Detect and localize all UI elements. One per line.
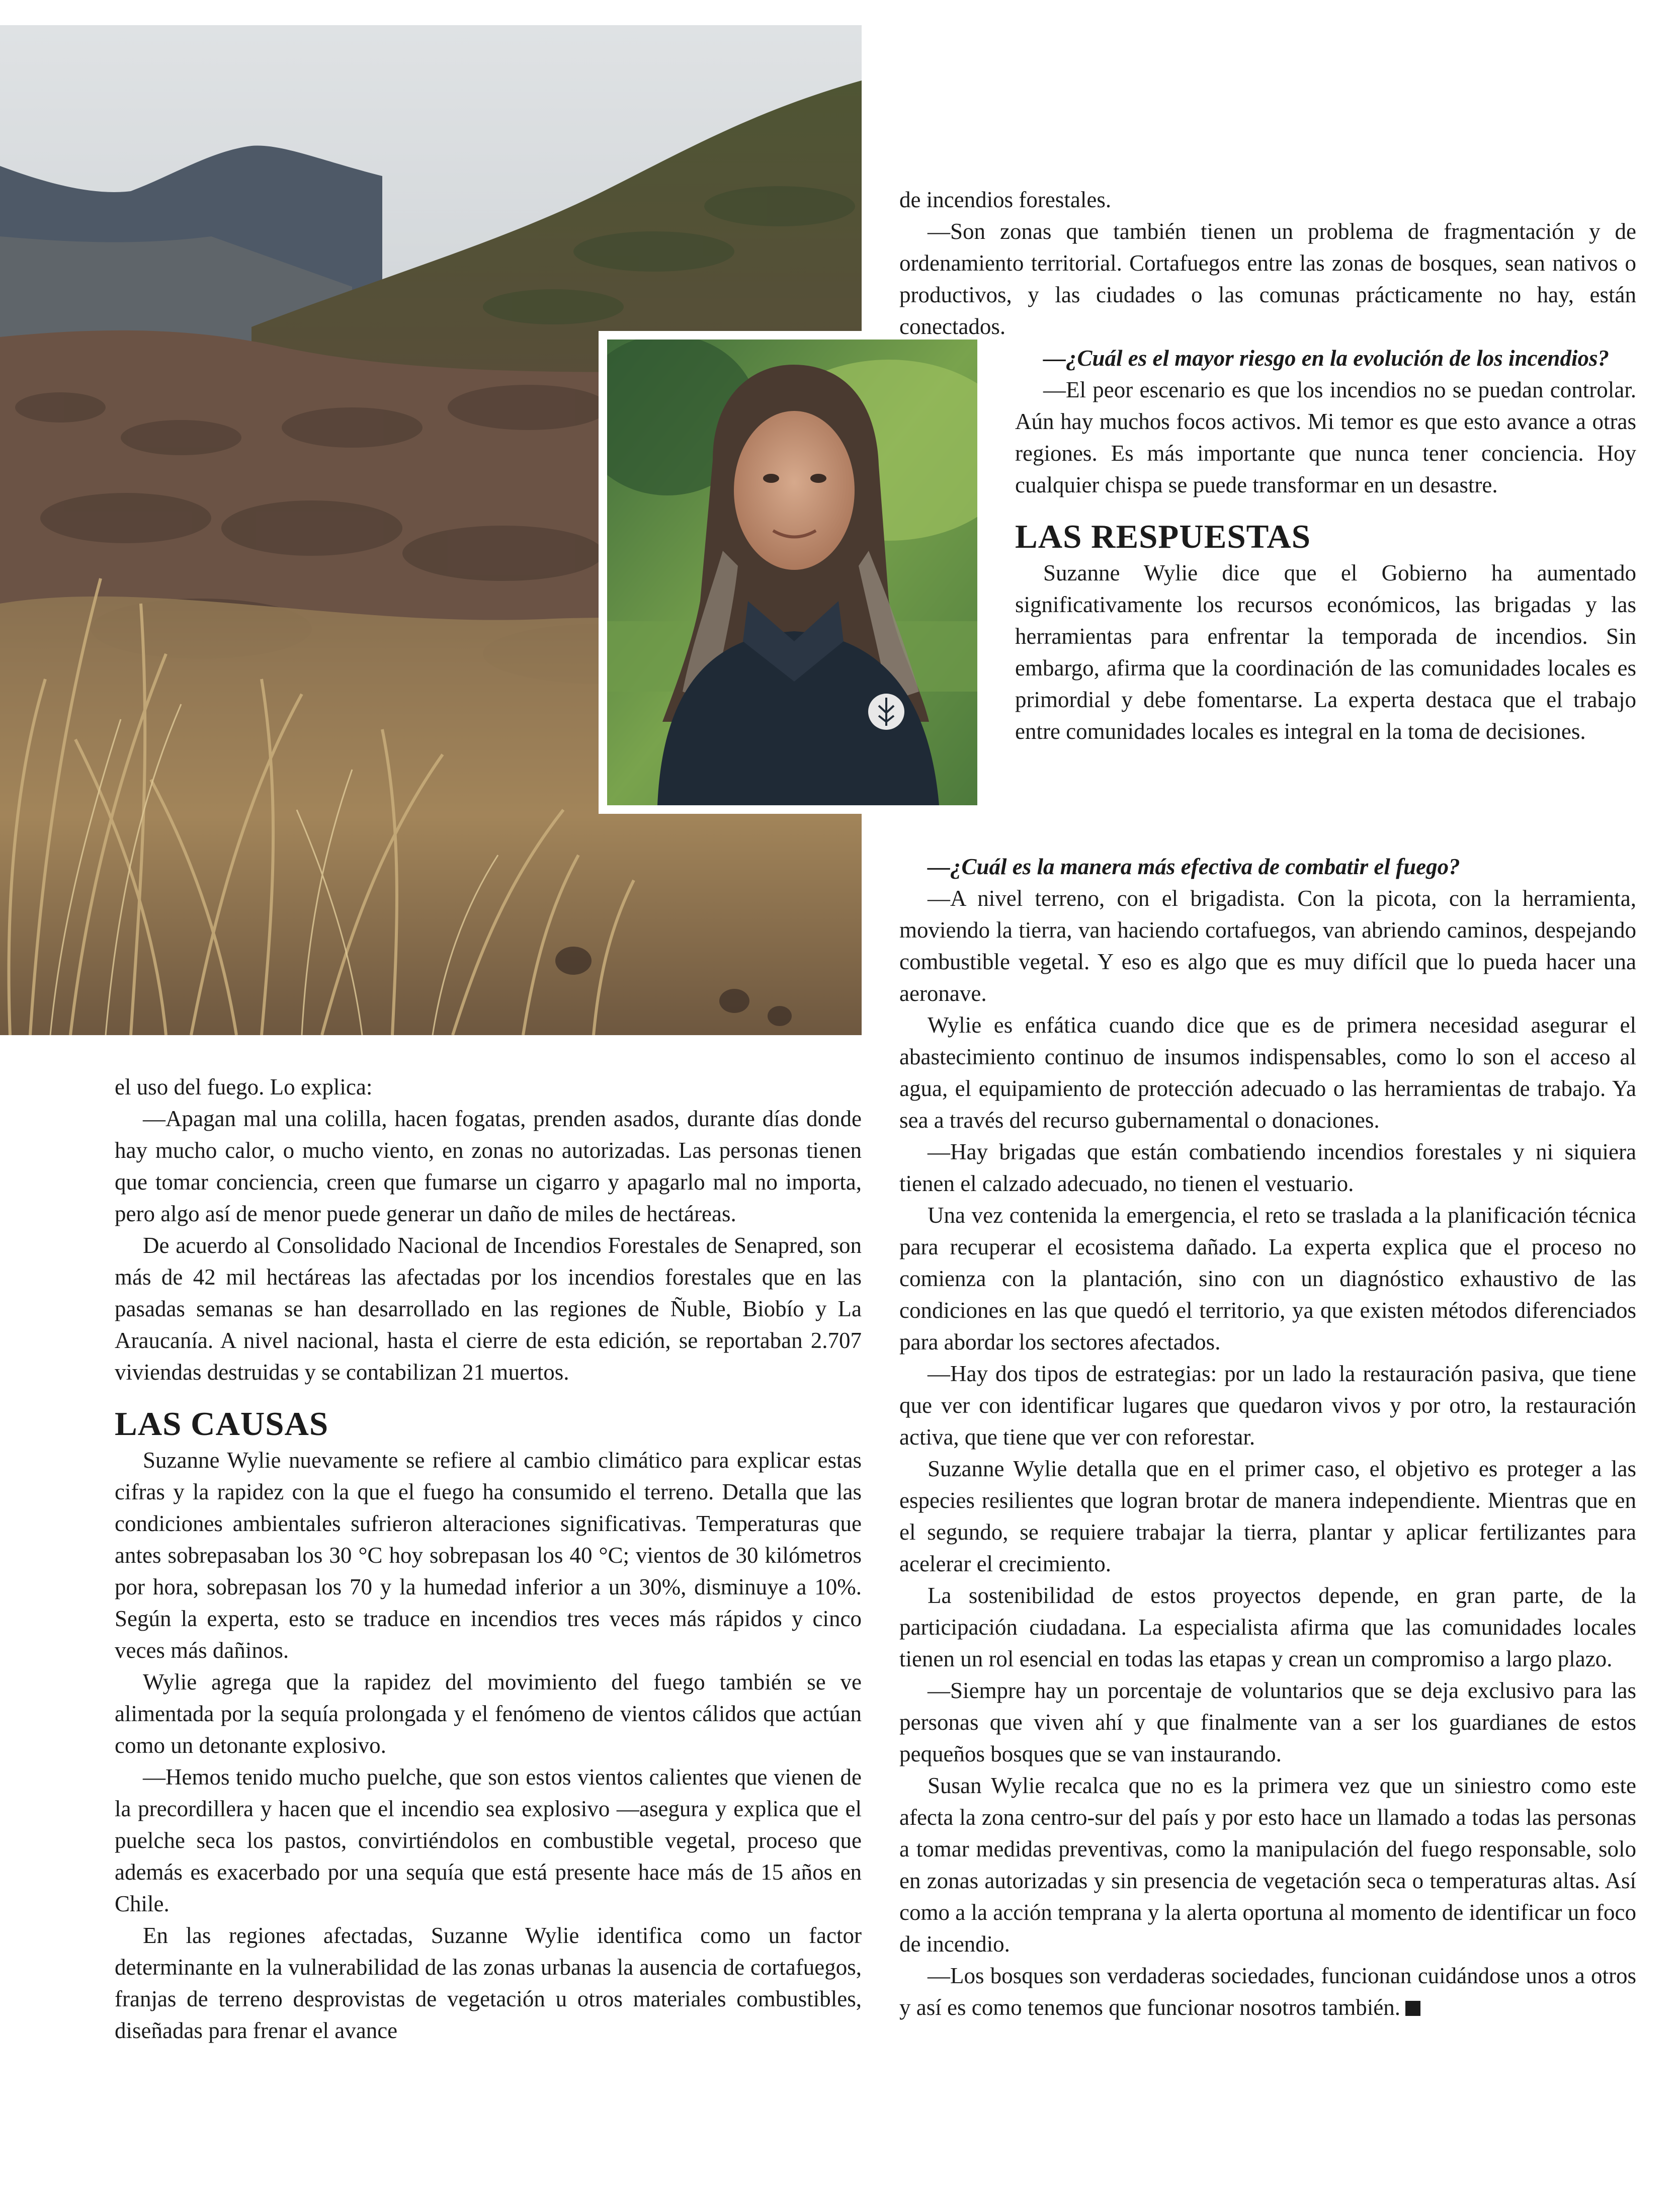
interview-question: —¿Cuál es la manera más efectiva de combatir el fuego? — [928, 854, 1460, 879]
end-mark-icon — [1405, 2001, 1420, 2016]
portrait-photo — [607, 340, 977, 805]
left-column — [115, 1071, 862, 2047]
paragraph: Suzanne Wylie dice que el Gobierno ha aumentado significativamente los recursos económicos, las brigadas y las herramientas para enfrentar la temporada de incendios. Sin embargo, afirma que la coordinación de las comunidades locales es primordial y debe fomentarse. La experta destaca que el trabajo entre comunidades locales es integral en la toma de decisiones. — [1015, 560, 1636, 744]
paragraph: Wylie agrega que la rapidez del movimiento del fuego también se ve alimentada por la sequía prolongada y el fenómeno de vientos cálidos que actúan como un detonante explosivo. — [115, 1669, 862, 1758]
closing-paragraph — [899, 1960, 1636, 2023]
paragraph: —Hay brigadas que están combatiendo incendios forestales y ni siquiera tienen el calzado adecuado, no tienen el vestuario. — [899, 1139, 1636, 1196]
paragraph: La sostenibilidad de estos proyectos depende, en gran parte, de la participación ciudadana. La especialista afirma que las comunidades locales tienen un rol esencial en todas las etapas y crean un compromiso a largo plazo. — [899, 1583, 1636, 1671]
interview-question: —¿Cuál es el mayor riesgo en la evolución de los incendios? — [1043, 346, 1609, 371]
right-column-bottom — [899, 851, 1636, 2023]
section-heading-respuestas: LAS RESPUESTAS — [1015, 518, 1311, 555]
paragraph: —Hemos tenido mucho puelche, que son estos vientos calientes que vienen de la precordillera y hacen que el incendio sea explosivo —asegura y explica que el puelche seca los pastos, convirtiéndolos en combustible vegetal, proceso que además es exacerbado por una sequía que está presente hace más de 15 años en Chile. — [115, 1764, 862, 1916]
portrait-frame — [599, 331, 986, 814]
paragraph: De acuerdo al Consolidado Nacional de Incendios Forestales de Senapred, son más de 42 mil hectáreas las afectadas por los incendios forestales que en las pasadas semanas se han desarrollado en las regiones de Ñuble, Biobío y La Araucanía. A nivel nacional, hasta el cierre de esta edición, se reportaban 2.707 viviendas destruidas y se contabilizan 21 muertos. — [115, 1233, 862, 1385]
paragraph: —Apagan mal una colilla, hacen fogatas, prenden asados, durante días donde hay mucho calor, o mucho viento, en zonas no autorizadas. Las personas tienen que tomar conciencia, creen que fumarse un cigarro y apagarlo mal no importa, pero algo así de menor puede generar un daño de miles de hectáreas. — [115, 1106, 862, 1226]
closing-quote: —Los bosques son verdaderas sociedades, funcionan cuidándose unos a otros y así es como tenemos que funcionar nosotros también. — [899, 1963, 1636, 2020]
right-column-inset — [1015, 343, 1636, 747]
paragraph: —El peor escenario es que los incendios no se puedan controlar. Aún hay muchos focos activos. Mi temor es que esto avance a otras regiones. Es más importante que nunca tener conciencia. Hoy cualquier chispa se puede transformar en un desastre. — [1015, 377, 1636, 497]
paragraph: Una vez contenida la emergencia, el reto se traslada a la planificación técnica para recuperar el ecosistema dañado. La experta explica que el proceso no comienza con la plantación, sino con un diagnóstico exhaustivo de las condiciones en las que quedó el territorio, ya que existen métodos diferenciados para abordar los sectores afectados. — [899, 1203, 1636, 1355]
paragraph: Suzanne Wylie detalla que en el primer caso, el objetivo es proteger a las especies resilientes que logran brotar de manera independiente. Mientras que en el segundo, se requiere trabajar la tierra, plantar y aplicar fertilizantes para acelerar el crecimiento. — [899, 1456, 1636, 1576]
paragraph: Wylie es enfática cuando dice que es de primera necesidad asegurar el abastecimiento continuo de insumos indispensables, como lo son el acceso al agua, el equipamiento de protección adecuado o las herramientas de trabajo. Ya sea a través del recurso gubernamental o donaciones. — [899, 1012, 1636, 1133]
paragraph: —Siempre hay un porcentaje de voluntarios que se deja exclusivo para las personas que viven ahí y que finalmente van a ser los guardianes de estos pequeños bosques que se van instaurando. — [899, 1678, 1636, 1766]
paragraph: Suzanne Wylie nuevamente se refiere al cambio climático para explicar estas cifras y la rapidez con la que el fuego ha consumido el terreno. Detalla que las condiciones ambientales sufrieron alteraciones significativas. Temperaturas que antes sobrepasaban los 30 °C hoy sobrepasan los 40 °C; vientos de 30 kilómetros por hora, sobrepasan los 70 y la humedad inferior a un 30%, disminuye a 10%. Según la experta, esto se traduce en incendios tres veces más rápidos y cinco veces más dañinos. — [115, 1448, 862, 1663]
paragraph: —A nivel terreno, con el brigadista. Con la picota, con la herramienta, moviendo la tierra, van haciendo cortafuegos, van abriendo caminos, despejando combustible vegetal. Y eso es algo que es muy difícil que lo pueda hacer una aeronave. — [899, 886, 1636, 1006]
section-heading-causas: LAS CAUSAS — [115, 1405, 329, 1443]
paragraph: de incendios forestales. — [899, 187, 1112, 212]
paragraph: —Son zonas que también tienen un problema de fragmentación y de ordenamiento territorial. Cortafuegos entre las zonas de bosques, sean nativos o productivos, y las ciudades o las comunas prácticamente no hay, están conectados. — [899, 219, 1636, 339]
paragraph: —Hay dos tipos de estrategias: por un lado la restauración pasiva, que tiene que ver con identificar lugares que quedaron vivos y por otro, la restauración activa, que tiene que ver con reforestar. — [899, 1361, 1636, 1450]
right-column-top — [899, 184, 1636, 343]
paragraph: el uso del fuego. Lo explica: — [115, 1074, 373, 1100]
paragraph: En las regiones afectadas, Suzanne Wylie identifica como un factor determinante en la vulnerabilidad de las zonas urbanas la ausencia de cortafuegos, franjas de terreno desprovistas de vegetación u otros materiales combustibles, diseñadas para frenar el avance — [115, 1923, 862, 2043]
paragraph: Susan Wylie recalca que no es la primera vez que un siniestro como este afecta la zona centro-sur del país y por esto hace un llamado a todas las personas a tomar medidas preventivas, como la manipulación del fuego responsable, solo en zonas autorizadas y sin presencia de vegetación seca o temperaturas altas. Así como a la acción temprana y la alerta oportuna al momento de identificar un foco de incendio. — [899, 1773, 1636, 1957]
